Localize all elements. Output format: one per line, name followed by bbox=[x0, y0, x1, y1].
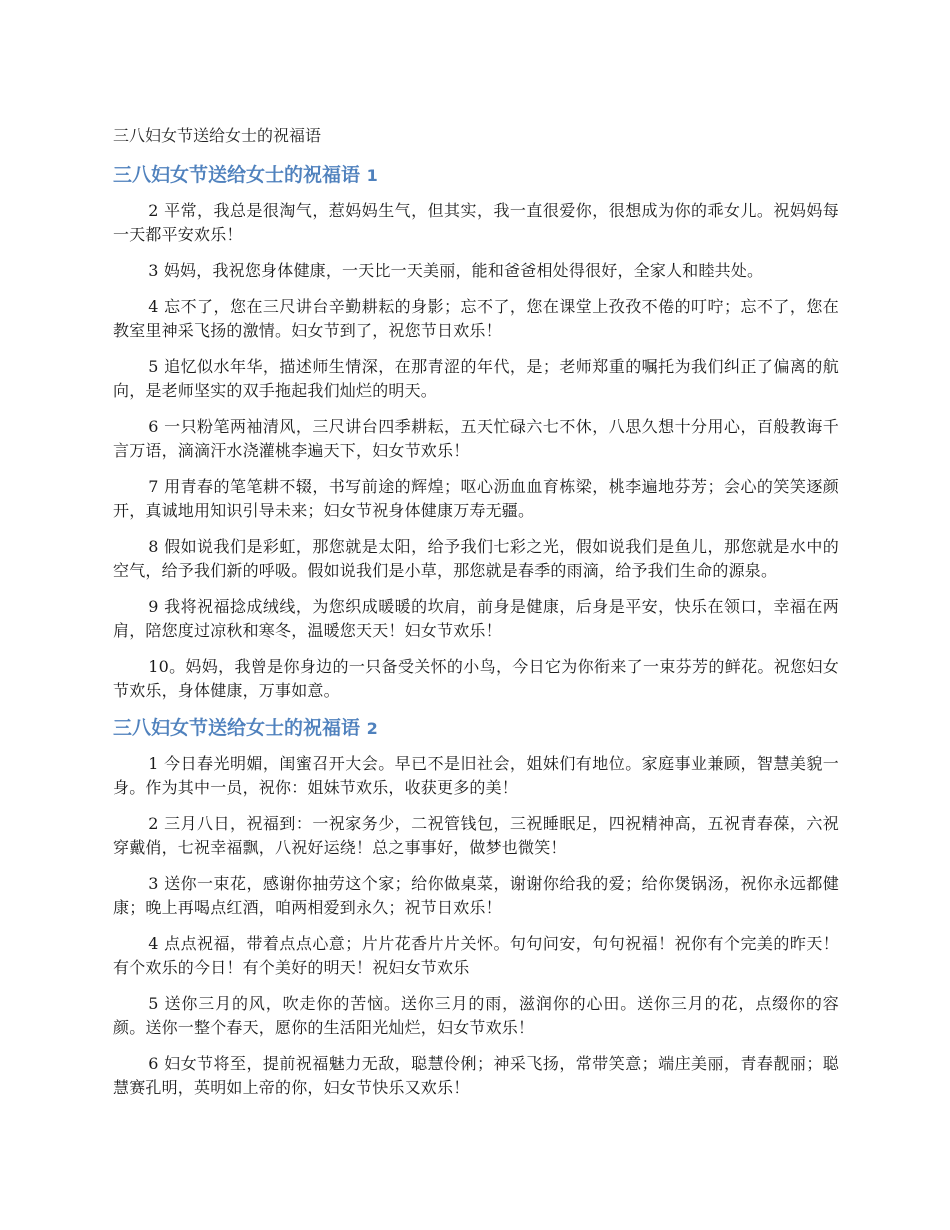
document-title: 三八妇女节送给女士的祝福语 bbox=[113, 126, 322, 145]
document-page bbox=[113, 124, 839, 1112]
paragraph: 6 妇女节将至，提前祝福魅力无敌，聪慧伶俐；神采飞扬，常带笑意；端庄美丽，青春靓丽；聪慧赛孔明，英明如上帝的你，妇女节快乐又欢乐！ bbox=[113, 1054, 839, 1097]
section-heading bbox=[113, 715, 839, 742]
paragraph: 5 送你三月的风，吹走你的苦恼。送你三月的雨，滋润你的心田。送你三月的花，点缀你的容颜。送你一整个春天，愿你的生活阳光灿烂，妇女节欢乐！ bbox=[113, 994, 839, 1037]
section-heading bbox=[113, 162, 839, 189]
paragraph: 1 今日春光明媚，闺蜜召开大会。早已不是旧社会，姐妹们有地位。家庭事业兼顾，智慧美貌一身。作为其中一员，祝你：姐妹节欢乐，收获更多的美！ bbox=[113, 754, 839, 797]
section-heading-number: 2 bbox=[366, 719, 378, 738]
paragraph: 7 用青春的笔笔耕不辍，书写前途的辉煌；呕心沥血血育栋梁，桃李遍地芬芳；会心的笑笑逐颜开，真诚地用知识引导未来；妇女节祝身体健康万寿无疆。 bbox=[113, 477, 839, 520]
paragraph: 2 三月八日，祝福到：一祝家务少，二祝管钱包，三祝睡眠足，四祝精神高，五祝青春葆，六祝穿戴俏，七祝幸福飘，八祝好运绕！总之事事好，做梦也微笑！ bbox=[113, 814, 839, 857]
paragraph: 3 妈妈，我祝您身体健康，一天比一天美丽，能和爸爸相处得很好，全家人和睦共处。 bbox=[148, 261, 764, 280]
section-1 bbox=[113, 162, 839, 703]
section-heading-number: 1 bbox=[366, 166, 378, 185]
paragraph: 4 忘不了，您在三尺讲台辛勤耕耘的身影；忘不了，您在课堂上孜孜不倦的叮咛；忘不了，您在教室里神采飞扬的激情。妇女节到了，祝您节日欢乐！ bbox=[113, 297, 839, 340]
paragraph: 2 平常，我总是很淘气，惹妈妈生气，但其实，我一直很爱你，很想成为你的乖女儿。祝妈妈每一天都平安欢乐！ bbox=[113, 201, 839, 244]
section-heading-text: 三八妇女节送给女士的祝福语 bbox=[113, 717, 361, 739]
section-heading-text: 三八妇女节送给女士的祝福语 bbox=[113, 164, 361, 186]
paragraph: 4 点点祝福，带着点点心意；片片花香片片关怀。句句问安，句句祝福！祝你有个完美的昨天！有个欢乐的今日！有个美好的明天！祝妇女节欢乐 bbox=[113, 934, 839, 977]
paragraph: 3 送你一束花，感谢你抽劳这个家；给你做桌菜，谢谢你给我的爱；给你煲锅汤，祝你永远都健康；晚上再喝点红酒，咱两相爱到永久；祝节日欢乐！ bbox=[113, 874, 839, 917]
paragraph: 6 一只粉笔两袖清风，三尺讲台四季耕耘，五天忙碌六七不休，八思久想十分用心，百般教诲千言万语，滴滴汗水浇灌桃李遍天下，妇女节欢乐！ bbox=[113, 417, 839, 460]
paragraph: 8 假如说我们是彩虹，那您就是太阳，给予我们七彩之光，假如说我们是鱼儿，那您就是水中的空气，给予我们新的呼吸。假如说我们是小草，那您就是春季的雨滴，给予我们生命的源泉。 bbox=[113, 537, 839, 580]
section-2 bbox=[113, 715, 839, 1100]
paragraph: 5 追忆似水年华，描述师生情深，在那青涩的年代，是；老师郑重的嘱托为我们纠正了偏离的航向，是老师坚实的双手拖起我们灿烂的明天。 bbox=[113, 357, 839, 400]
paragraph: 9 我将祝福捻成绒线，为您织成暖暖的坎肩，前身是健康，后身是平安，快乐在领口，幸福在两肩，陪您度过凉秋和寒冬，温暖您天天！妇女节欢乐！ bbox=[113, 597, 839, 640]
paragraph: 10。妈妈，我曾是你身边的一只备受关怀的小鸟，今日它为你衔来了一束芬芳的鲜花。祝您妇女节欢乐，身体健康，万事如意。 bbox=[113, 657, 839, 700]
